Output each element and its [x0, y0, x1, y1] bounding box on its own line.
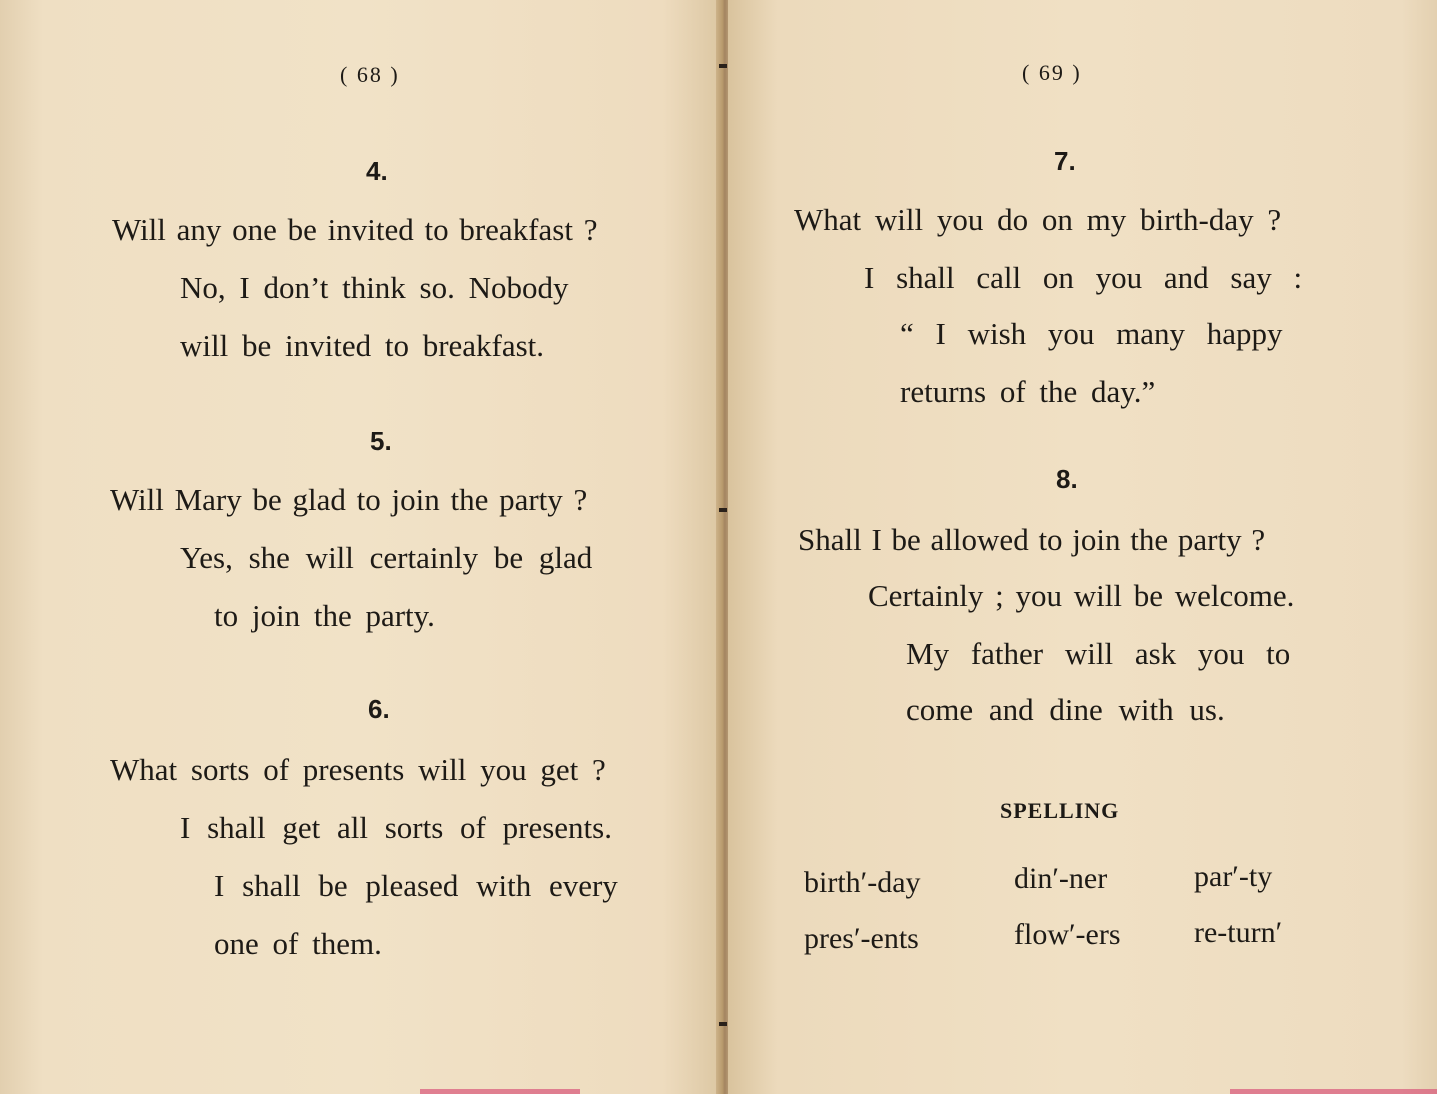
answer-line: I shall be pleased with every	[214, 868, 618, 903]
answer-line: Certainly ; you will be welcome.	[868, 578, 1295, 613]
question-line: What sorts of presents will you get ?	[110, 752, 606, 787]
answer-line: I shall get all sorts of presents.	[180, 810, 612, 845]
spelling-word: flow′-ers	[1014, 918, 1121, 951]
answer-line: My father will ask you to	[906, 636, 1291, 671]
binding-stitch	[719, 1022, 727, 1026]
section-number: 6.	[368, 694, 390, 724]
question-line: Will Mary be glad to join the party ?	[110, 482, 588, 517]
binding-stitch	[719, 64, 727, 68]
section-number: 7.	[1054, 146, 1076, 176]
page-number: ( 68 )	[340, 62, 400, 87]
answer-line: “ I wish you many happy	[900, 316, 1283, 351]
answer-line: come and dine with us.	[906, 692, 1225, 727]
binding-stitch	[719, 508, 727, 512]
answer-line: Yes, she will certainly be glad	[180, 540, 593, 575]
spelling-heading: SPELLING	[1000, 798, 1120, 823]
spelling-word: pres′-ents	[804, 922, 919, 955]
answer-line: will be invited to breakfast.	[180, 328, 545, 363]
section-number: 4.	[366, 156, 388, 186]
answer-line: No, I don’t think so. Nobody	[180, 270, 569, 305]
page-edge-stain	[1230, 1089, 1437, 1094]
spelling-word: par′-ty	[1194, 860, 1273, 893]
spelling-word: din′-ner	[1014, 862, 1108, 895]
right-page	[728, 0, 1437, 1094]
page-number: ( 69 )	[1022, 60, 1082, 85]
question-line: Shall I be allowed to join the party ?	[798, 522, 1266, 557]
question-line: Will any one be invited to breakfast ?	[112, 212, 598, 247]
section-number: 8.	[1056, 464, 1078, 494]
page-edge-stain	[420, 1089, 580, 1094]
section-number: 5.	[370, 426, 392, 456]
spelling-word: re-turn′	[1194, 916, 1283, 949]
answer-line: to join the party.	[214, 598, 435, 633]
answer-line: I shall call on you and say :	[864, 260, 1303, 295]
spelling-word: birth′-day	[804, 866, 921, 899]
answer-line: returns of the day.”	[900, 374, 1156, 409]
question-line: What will you do on my birth-day ?	[794, 202, 1282, 237]
answer-line: one of them.	[214, 926, 382, 961]
